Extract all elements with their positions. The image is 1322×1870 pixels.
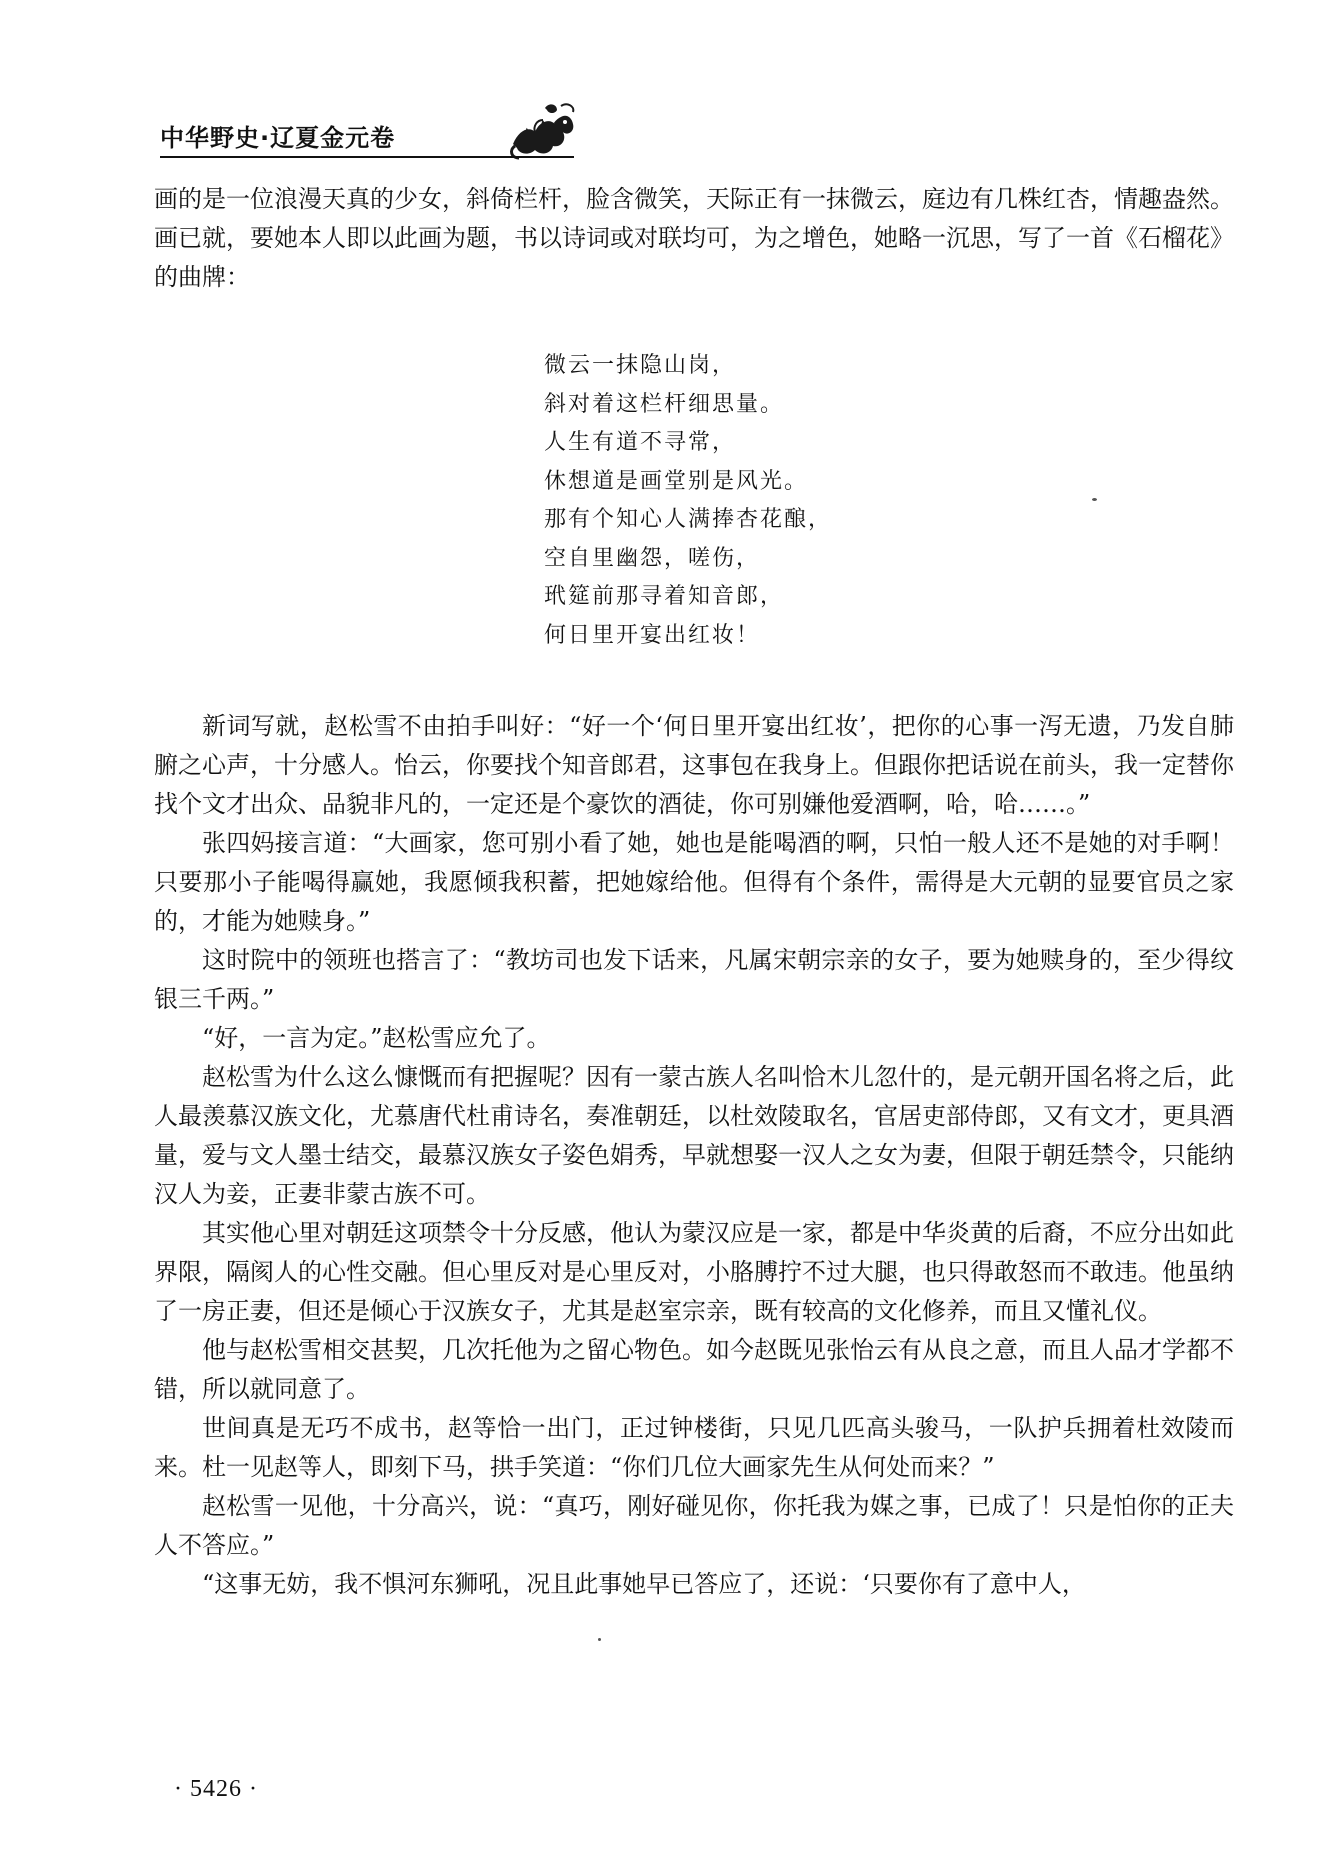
poem-line: 玳筵前那寻着知音郎， [544, 584, 785, 609]
poem-line: 那有个知心人满捧杏花酿， [544, 507, 833, 532]
poem [544, 347, 1234, 655]
paragraph: “这事无妨，我不惧河东狮吼，况且此事她早已答应了，还说：‘只要你有了意中人， [202, 1570, 1086, 1598]
paragraph: “好，一言为定。”赵松雪应允了。 [202, 1024, 551, 1052]
paragraph: 新词写就，赵松雪不由拍手叫好：“好一个‘何日里开宴出红妆’，把你的心事一泻无遗，乃发自肺腑之心声，十分感人。怡云，你要找个知音郎君，这事包在我身上。但跟你把话说在前头，我一定替你找个文才出众、品貌非凡的，一定还是个豪饮的酒徒，你可别嫌他爱酒啊，哈，哈……。” [154, 712, 1234, 818]
poem-line: 人生有道不寻常， [544, 430, 737, 455]
paragraph: 世间真是无巧不成书，赵等恰一出门，正过钟楼街，只见几匹高头骏马，一队护兵拥着杜效陵而来。杜一见赵等人，即刻下马，拱手笑道：“你们几位大画家先生从何处而来？” [154, 1414, 1234, 1481]
intro-paragraph: 画的是一位浪漫天真的少女，斜倚栏杆，脸含微笑，天际正有一抹微云，庭边有几株红杏，情趣盎然。画已就，要她本人即以此画为题，书以诗词或对联均可，为之增色，她略一沉思，写了一首《石榴花》的曲牌： [154, 185, 1234, 291]
paragraph: 他与赵松雪相交甚契，几次托他为之留心物色。如今赵既见张怡云有从良之意，而且人品才学都不错，所以就同意了。 [154, 1336, 1234, 1403]
page-number: · 5426 · [174, 1776, 258, 1802]
poem-line: 何日里开宴出红妆！ [544, 622, 761, 648]
paragraph: 其实他心里对朝廷这项禁令十分反感，他认为蒙汉应是一家，都是中华炎黄的后裔，不应分出如此界限，隔阂人的心性交融。但心里反对是心里反对，小胳膊拧不过大腿，也只得敢怒而不敢违。他虽纳了一房正妻，但还是倾心于汉族女子，尤其是赵室宗亲，既有较高的文化修养，而且又懂礼仪。 [154, 1219, 1234, 1325]
paragraph: 赵松雪为什么这么慷慨而有把握呢？因有一蒙古族人名叫恰木儿忽什的，是元朝开国名将之后，此人最羡慕汉族文化，尤慕唐代杜甫诗名，奏准朝廷，以杜效陵取名，官居吏部侍郎，又有文才，更具酒量，爱与文人墨士结交，最慕汉族女子姿色娟秀，早就想娶一汉人之女为妻，但限于朝廷禁令，只能纳汉人为妾，正妻非蒙古族不可。 [154, 1063, 1234, 1208]
scan-speck [598, 1638, 601, 1641]
paragraph: 这时院中的领班也搭言了：“教坊司也发下话来，凡属宋朝宗亲的女子，要为她赎身的，至少得纹银三千两。” [154, 946, 1234, 1013]
scan-speck [1092, 498, 1097, 501]
poem-line: 斜对着这栏杆细思量。 [544, 391, 785, 417]
poem-line: 空自里幽怨，嗟伤， [544, 545, 761, 571]
poem-line: 微云一抹隐山岗， [544, 353, 737, 378]
header-rule [160, 156, 574, 158]
dragon-emblem-icon [505, 100, 579, 162]
book-title: 中华野史·辽夏金元卷 [160, 124, 396, 152]
page-body [154, 180, 1234, 1604]
poem-line: 休想道是画堂别是风光。 [544, 468, 809, 494]
paragraph: 赵松雪一见他，十分高兴，说：“真巧，刚好碰见你，你托我为媒之事，已成了！只是怕你的正夫人不答应。” [154, 1492, 1234, 1559]
running-header [160, 100, 574, 160]
paragraph: 张四妈接言道：“大画家，您可别小看了她，她也是能喝酒的啊，只怕一般人还不是她的对手啊！只要那小子能喝得赢她，我愿倾我积蓄，把她嫁给他。但得有个条件，需得是大元朝的显要官员之家的，才能为她赎身。” [154, 829, 1234, 935]
